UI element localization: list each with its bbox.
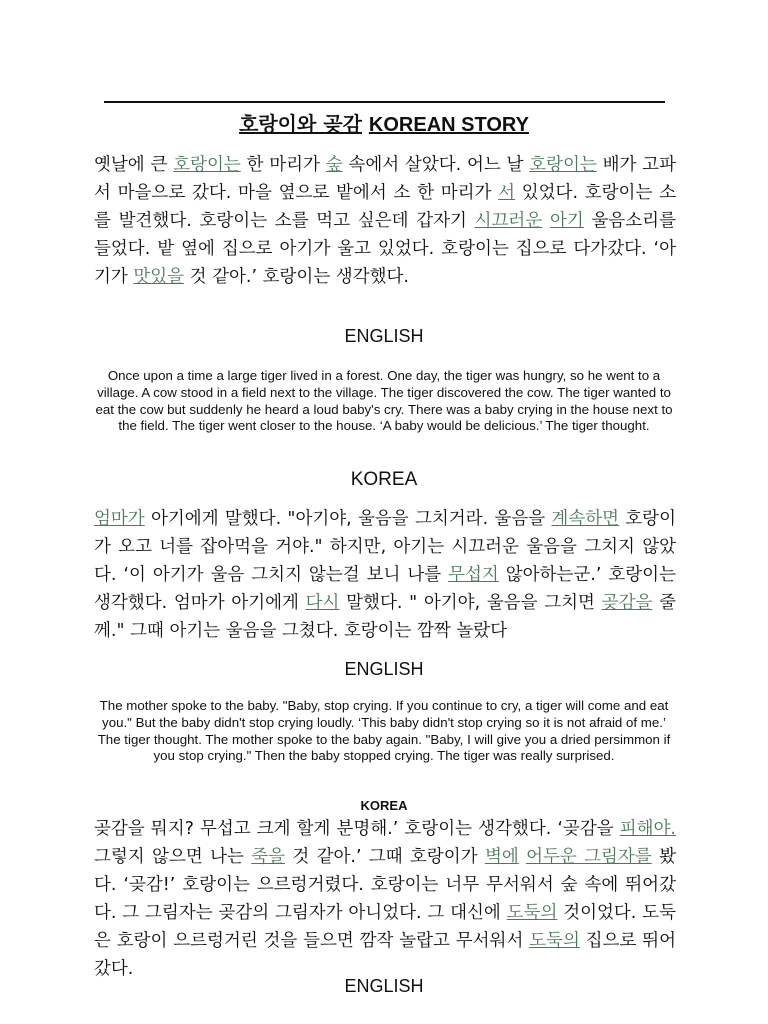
vocab-word[interactable]: 곶감을 xyxy=(601,593,653,613)
text-run: 한 마리가 xyxy=(240,155,326,175)
english-heading-1: ENGLISH xyxy=(344,326,424,346)
text-run: 것이었다. 도둑은 호랑이 으르렁거린 것을 들으면 깜작 놀랍고 무서워서 xyxy=(94,903,676,951)
title-korean: 호랑이와 곶감 xyxy=(239,112,362,136)
vocab-word[interactable]: 벽에 xyxy=(484,847,519,867)
korea-heading-3: KOREA xyxy=(360,798,408,813)
vocab-word[interactable]: 호랑이는 xyxy=(529,155,597,175)
vocab-word[interactable]: 호랑이는 xyxy=(173,155,241,175)
text-run: 곶감을 뭐지? 무섭고 크게 할게 분명해.’ 호랑이는 생각했다. ‘곶감을 xyxy=(94,819,620,839)
text-run: 울음소리를 들었다. 밭 옆에 집으로 아기가 울고 있었다. 호랑이는 집으로 다가갔다. ‘아기가 xyxy=(94,211,676,287)
english-paragraph-1: Once upon a time a large tiger lived in a forest. One day, the tiger was hungry, so he went to a village. A cow stood in a field next to the village. The tiger discovered the cow. The tiger wanted to eat the cow but suddenly he heard a loud baby's cry. There was a baby crying in the house next to the field. The tiger went closer to the house. ‘A baby would be delicious.’ The tiger thought. xyxy=(95,368,673,434)
english-heading-2: ENGLISH xyxy=(344,659,424,679)
text-run: 줄께." 그때 아기는 울음을 그쳤다. 호랑이는 깜짝 놀랐다 xyxy=(94,593,676,641)
vocab-word[interactable]: 무섭지 xyxy=(448,565,499,585)
text-run: 말했다. " 아기야, 울음을 그치면 xyxy=(339,593,602,613)
text-run xyxy=(542,211,550,231)
text-run: 봤다. ‘곶감!’ 호랑이는 으르렁거렸다. 호랑이는 너무 무서워서 숲 속에 뛰어갔다. 그 그림자는 곶감의 그림자가 아니었다. 그 대신에 xyxy=(94,847,676,923)
vocab-word[interactable]: 엄마가 xyxy=(94,509,145,529)
text-run: 있었다. 호랑이는 소를 발견했다. 호랑이는 소를 먹고 싶은데 갑자기 xyxy=(94,183,676,231)
vocab-word[interactable]: 다시 xyxy=(305,593,340,613)
text-run: 배가 고파서 마을으로 갔다. 마을 옆으로 밭에서 소 한 마리가 xyxy=(94,155,676,203)
vocab-word[interactable]: 맛있을 xyxy=(133,267,185,287)
text-run: 것 같아.’ 그때 호랑이가 xyxy=(285,847,485,867)
vocab-word[interactable]: 계속하면 xyxy=(551,509,620,529)
vocab-word[interactable]: 시끄러운 xyxy=(474,211,543,231)
text-run xyxy=(519,847,526,867)
title-english: KOREAN STORY xyxy=(368,114,529,136)
korean-paragraph-2 xyxy=(94,505,676,645)
text-run: 그렇지 않으면 나는 xyxy=(94,847,252,867)
top-rule xyxy=(104,101,665,103)
text-run: 속에서 살았다. 어느 날 xyxy=(342,155,530,175)
text-run: 집으로 뛰어갔다. xyxy=(94,931,676,979)
english-paragraph-2: The mother spoke to the baby. "Baby, stop crying. If you continue to cry, a tiger will come and eat you." But the baby didn't stop crying loudly. ‘This baby didn't stop crying so it is not afraid of me.’ The tiger thought. The mother spoke to the baby again. "Baby, I will give you a dried persimmon if you stop crying." Then the baby stopped crying. The tiger was really surprised. xyxy=(97,698,671,764)
vocab-word[interactable]: 아기 xyxy=(549,211,584,231)
story-title xyxy=(0,110,768,139)
vocab-word[interactable]: 피해야. xyxy=(619,819,676,839)
vocab-word[interactable]: 도둑의 xyxy=(529,931,580,951)
text-run: 호랑이가 오고 너를 잡아먹을 거야." 하지만, 아기는 시끄러운 울음을 그치지 않았다. ‘이 아기가 울음 그치지 않는걸 보니 나를 xyxy=(94,509,676,585)
vocab-word[interactable]: 어두운 그림자를 xyxy=(526,847,652,867)
text-run: 옛날에 큰 xyxy=(94,155,174,175)
text-run: 아기에게 말했다. "아기야, 울음을 그치거라. 울음을 xyxy=(144,509,552,529)
korea-heading-2: KOREA xyxy=(350,469,418,490)
english-heading-3: ENGLISH xyxy=(344,976,424,996)
vocab-word[interactable]: 서 xyxy=(498,183,516,203)
vocab-word[interactable]: 도둑의 xyxy=(506,903,558,923)
korean-paragraph-3 xyxy=(94,815,676,983)
korean-paragraph-1 xyxy=(94,151,676,291)
text-run: 않아하는군.’ 호랑이는 생각했다. 엄마가 아기에게 xyxy=(94,565,676,613)
vocab-word[interactable]: 죽을 xyxy=(251,847,286,867)
vocab-word[interactable]: 숲 xyxy=(325,155,343,175)
text-run: 것 같아.’ 호랑이는 생각했다. xyxy=(184,267,409,287)
